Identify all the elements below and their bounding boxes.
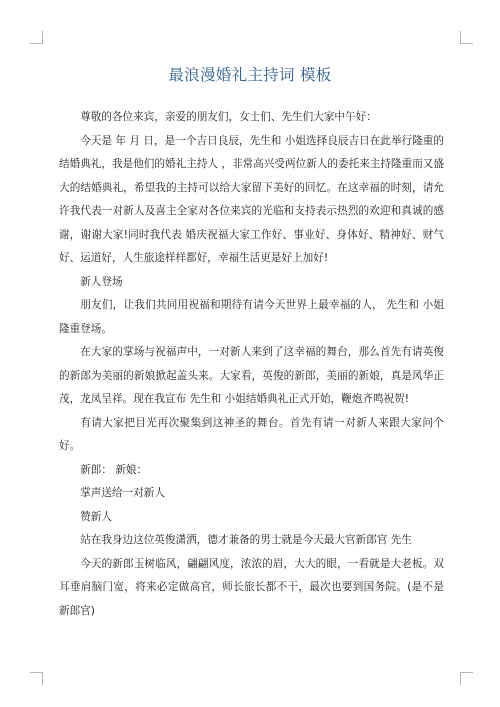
- crop-mark-bottom-left: [30, 672, 43, 685]
- paragraph-greeting: 尊敬的各位来宾，亲爱的朋友们，女士们、先生们大家中午好：: [80, 111, 377, 123]
- paragraph-groom-bride: 新郎： 新娘：: [80, 463, 148, 476]
- document-body: [59, 106, 444, 623]
- paragraph-heading-entrance: 新人登场: [80, 275, 123, 288]
- paragraph-greet-guests: 有请大家把目光再次聚集到这神圣的舞台。首先有请一对新人来跟大家问个好。: [59, 416, 444, 452]
- paragraph-groom-praise: 今天的新郎玉树临风，翩翩风度，浓浓的眉，大大的眼，一看就是大老板。双耳垂肩脑门宽，将来必定做高官，师长旅长都不干，最次也要到国务院。(是不是新郎官): [59, 557, 444, 617]
- paragraph-stage: 在大家的掌场与祝福声中，一对新人来到了这幸福的舞台，那么首先有请英俊的新郎为美丽的新娘掀起盖头来。大家看，英俊的新郎，美丽的新娘，真是风华正茂，龙凤呈祥。现在我宣布 先生和 小姐结婚典礼正式开始，鞭炮齐鸣祝贺!: [59, 346, 444, 405]
- crop-mark-top-right: [460, 31, 473, 44]
- crop-mark-top-left: [30, 31, 43, 44]
- paragraph-invite: 朋友们，让我们共同用祝福和期待有请今天世界上最幸福的人， 先生和 小姐隆重登场。: [59, 299, 444, 335]
- paragraph-opening: 今天是 年 月 日，是一个吉日良辰，先生和 小姐选择良辰吉日在此举行隆重的结婚典礼，我是他们的婚礼主持人 ，非常高兴受两位新人的委托来主持隆重而又盛大的结婚典礼，希望我的主持可以给大家留下美好的回忆。在这幸福的时刻，请允许我代表一对新人及喜主全家对各位来宾的光临和支持表示热烈的欢迎和真诚的感谢，谢谢大家!同时我代表 婚庆祝福大家工作好、事业好、身体好、精神好、财气好、运道好，人生旅途样样都好，幸福生活更是好上加好!: [59, 134, 444, 264]
- paragraph-groom-intro: 站在我身边这位英俊潇洒，德才兼备的男士就是今天最大官新郎官 先生: [80, 534, 412, 546]
- document-title: 最浪漫婚礼主持词 模板: [168, 66, 332, 84]
- crop-mark-bottom-right: [460, 672, 473, 685]
- paragraph-applause: 掌声送给一对新人: [80, 487, 165, 499]
- paragraph-heading-praise: 赞新人: [80, 510, 112, 523]
